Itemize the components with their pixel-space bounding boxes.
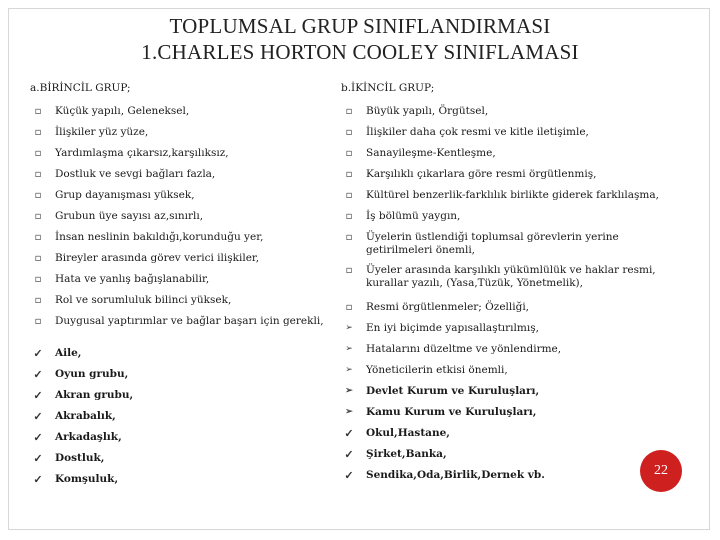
example-item	[30, 452, 330, 473]
example-text: Şirket,Banka,	[366, 448, 447, 460]
example-text: Arkadaşlık,	[55, 431, 122, 443]
list-item	[30, 273, 330, 294]
arrow-item	[341, 385, 671, 406]
list-item	[341, 189, 671, 210]
item-text: Devlet Kurum ve Kuruluşları,	[366, 385, 540, 397]
item-text: İş bölümü yaygın,	[366, 210, 461, 222]
secondary-group-column	[341, 82, 671, 490]
list-item	[341, 210, 671, 231]
example-item	[341, 469, 671, 490]
checkmark-icon: ✓	[344, 469, 354, 482]
item-text: Üyeler arasında karşılıklı yükümlülük ve haklar resmi, kurallar yazılı, (Yasa,Tüzük, Yönetmelik),	[366, 264, 656, 289]
secondary-group-heading: b.İKİNCİL GRUP;	[341, 82, 435, 94]
example-text: Dostluk,	[55, 452, 105, 464]
arrow-item	[341, 364, 671, 385]
list-item	[341, 231, 671, 264]
list-item	[30, 147, 330, 168]
item-text: Duygusal yaptırımlar ve bağlar başarı için gerekli,	[55, 315, 324, 327]
list-item	[30, 294, 330, 315]
checkmark-icon: ✓	[33, 431, 43, 444]
list-item	[30, 105, 330, 126]
example-text: Sendika,Oda,Birlik,Dernek vb.	[366, 469, 545, 481]
arrow-item	[341, 322, 671, 343]
list-item	[30, 315, 330, 347]
example-item	[30, 347, 330, 368]
square-bullet-icon: ▫	[345, 169, 353, 180]
square-bullet-icon: ▫	[34, 232, 42, 243]
list-item	[341, 264, 671, 301]
item-text: Sanayileşme-Kentleşme,	[366, 147, 496, 159]
list-item	[30, 126, 330, 147]
item-text: Grup dayanışması yüksek,	[55, 189, 195, 201]
square-bullet-icon: ▫	[34, 295, 42, 306]
arrow-item	[341, 406, 671, 427]
list-item	[341, 105, 671, 126]
list-item	[341, 301, 671, 322]
page-number-badge: 22	[640, 450, 682, 492]
slide-title: TOPLUMSAL GRUP SINIFLANDIRMASI	[169, 14, 551, 38]
example-text: Oyun grubu,	[55, 368, 129, 380]
square-bullet-icon: ▫	[34, 253, 42, 264]
square-bullet-icon: ▫	[345, 148, 353, 159]
item-text: Bireyler arasında görev verici ilişkiler,	[55, 252, 260, 264]
slide-subtitle: 1.CHARLES HORTON COOLEY SINIFLAMASI	[141, 40, 579, 64]
primary-group-heading: a.BİRİNCİL GRUP;	[30, 82, 131, 94]
list-item	[30, 252, 330, 273]
checkmark-icon: ✓	[344, 427, 354, 440]
item-text: İnsan neslinin bakıldığı,korunduğu yer,	[55, 231, 264, 243]
item-text: Hata ve yanlış bağışlanabilir,	[55, 273, 210, 285]
list-item	[30, 210, 330, 231]
arrow-bullet-icon: ➢	[345, 365, 353, 375]
example-text: Komşuluk,	[55, 473, 119, 485]
checkmark-icon: ✓	[33, 389, 43, 402]
arrow-bullet-icon: ➢	[345, 407, 353, 417]
square-bullet-icon: ▫	[34, 190, 42, 201]
example-item	[341, 448, 671, 469]
example-item	[30, 473, 330, 494]
example-text: Akran grubu,	[55, 389, 134, 401]
list-item	[341, 147, 671, 168]
square-bullet-icon: ▫	[345, 106, 353, 117]
item-text: Kamu Kurum ve Kuruluşları,	[366, 406, 537, 418]
example-text: Akrabalık,	[55, 410, 116, 422]
square-bullet-icon: ▫	[34, 169, 42, 180]
square-bullet-icon: ▫	[34, 316, 42, 327]
item-text: İlişkiler daha çok resmi ve kitle iletişimle,	[366, 126, 589, 138]
square-bullet-icon: ▫	[345, 211, 353, 222]
square-bullet-icon: ▫	[34, 127, 42, 138]
item-text: Rol ve sorumluluk bilinci yüksek,	[55, 294, 232, 306]
arrow-item	[341, 343, 671, 364]
checkmark-icon: ✓	[33, 473, 43, 486]
item-text: Küçük yapılı, Geleneksel,	[55, 105, 190, 117]
item-text: Yardımlaşma çıkarsız,karşılıksız,	[55, 147, 229, 159]
list-item	[341, 168, 671, 189]
item-text: Büyük yapılı, Örgütsel,	[366, 105, 489, 117]
square-bullet-icon: ▫	[34, 106, 42, 117]
example-text: Aile,	[55, 347, 82, 359]
square-bullet-icon: ▫	[34, 274, 42, 285]
list-item	[30, 231, 330, 252]
square-bullet-icon: ▫	[34, 211, 42, 222]
square-bullet-icon: ▫	[345, 302, 353, 313]
arrow-bullet-icon: ➢	[345, 323, 353, 333]
square-bullet-icon: ▫	[345, 190, 353, 201]
square-bullet-icon: ▫	[34, 148, 42, 159]
example-item	[30, 431, 330, 452]
item-text: Kültürel benzerlik-farklılık birlikte giderek farklılaşma,	[366, 189, 659, 201]
example-text: Okul,Hastane,	[366, 427, 450, 439]
square-bullet-icon: ▫	[345, 232, 353, 243]
checkmark-icon: ✓	[33, 410, 43, 423]
example-item	[30, 368, 330, 389]
checkmark-icon: ✓	[344, 448, 354, 461]
square-bullet-icon: ▫	[345, 127, 353, 138]
list-item	[30, 189, 330, 210]
item-text: Resmi örgütlenmeler; Özelliği,	[366, 301, 530, 313]
arrow-bullet-icon: ➢	[345, 344, 353, 354]
item-text: Karşılıklı çıkarlara göre resmi örgütlenmiş,	[366, 168, 597, 180]
item-text: Grubun üye sayısı az,sınırlı,	[55, 210, 204, 222]
item-text: Dostluk ve sevgi bağları fazla,	[55, 168, 216, 180]
example-item	[341, 427, 671, 448]
list-item	[30, 168, 330, 189]
list-item	[341, 126, 671, 147]
checkmark-icon: ✓	[33, 368, 43, 381]
item-text: İlişkiler yüz yüze,	[55, 126, 149, 138]
example-item	[30, 389, 330, 410]
item-text: Üyelerin üstlendiği toplumsal görevlerin yerine getirilmeleri önemli,	[366, 231, 619, 256]
item-text: Hatalarını düzeltme ve yönlendirme,	[366, 343, 562, 355]
item-text: En iyi biçimde yapısallaştırılmış,	[366, 322, 539, 334]
square-bullet-icon: ▫	[345, 265, 353, 276]
item-text: Yöneticilerin etkisi önemli,	[366, 364, 508, 376]
checkmark-icon: ✓	[33, 347, 43, 360]
checkmark-icon: ✓	[33, 452, 43, 465]
example-item	[30, 410, 330, 431]
primary-group-column	[30, 82, 330, 494]
arrow-bullet-icon: ➢	[345, 386, 353, 396]
